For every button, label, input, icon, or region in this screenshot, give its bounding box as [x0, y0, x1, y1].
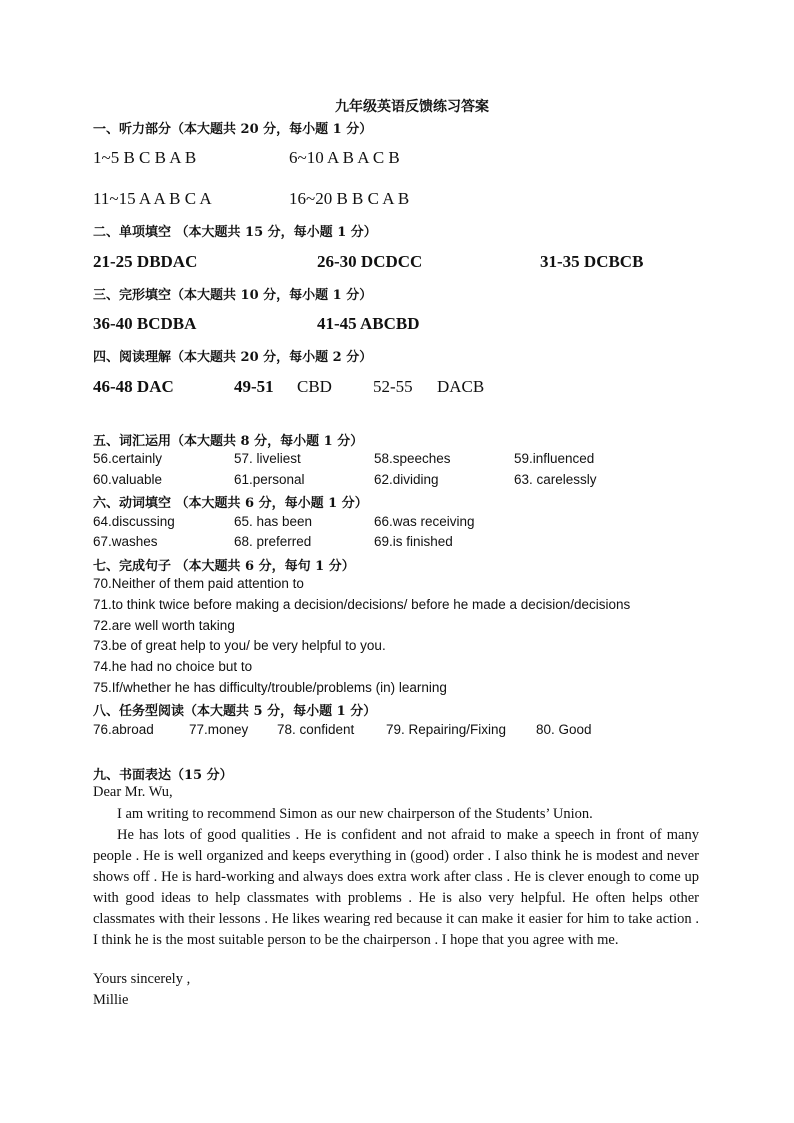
answer-line: 71.to think twice before making a decision/decisions/ before he made a decision/decisions [93, 597, 631, 612]
answer-item: 65. has been [234, 514, 313, 529]
answer-group: 16~20 B B C A B [289, 189, 410, 208]
answer-item: 59.influenced [514, 451, 595, 466]
letter-salutation: Dear Mr. Wu, [93, 784, 173, 800]
answer-item: 78. confident [277, 722, 355, 737]
answer-item: 60.valuable [93, 472, 163, 487]
answer-group: 6~10 A B A C B [289, 148, 400, 167]
section-heading-sentences: 七、完成句子 （本大题共 6 分，每句 1 分） [93, 559, 355, 574]
answer-item: 58.speeches [374, 451, 451, 466]
letter-paragraph: I am writing to recommend Simon as our new chairperson of the Students’ Union. [117, 806, 593, 822]
letter-signature: Millie [93, 992, 129, 1008]
section-heading-writing: 九、书面表达（15 分） [93, 768, 233, 783]
section-heading-single-choice: 二、单项填空 （本大题共 15 分，每小题 1 分） [93, 225, 377, 240]
answer-item: 67.washes [93, 534, 158, 549]
answer-item: 57. liveliest [234, 451, 301, 466]
answer-number: 49-51 [234, 377, 274, 396]
answer-line: 74.he had no choice but to [93, 659, 253, 674]
answer-item: 76.abroad [93, 722, 154, 737]
answer-group: 21-25 DBDAC [93, 252, 198, 271]
section-heading-task-reading: 八、任务型阅读（本大题共 5 分，每小题 1 分） [93, 704, 377, 719]
answer-item: 80. Good [536, 722, 592, 737]
answer-number: 52-55 [373, 377, 413, 396]
answer-group: 11~15 A A B C A [93, 189, 212, 208]
answer-item: 68. preferred [234, 534, 312, 549]
answer-group: 26-30 DCDCC [317, 252, 423, 271]
letter-closing: Yours sincerely , [93, 971, 191, 987]
page-title: 九年级英语反馈练习答案 [335, 99, 489, 115]
answer-item: 56.certainly [93, 451, 163, 466]
answer-item: 69.is finished [374, 534, 453, 549]
answer-group: CBD [297, 377, 332, 396]
answer-line: 72.are well worth taking [93, 618, 235, 633]
section-heading-cloze: 三、完形填空（本大题共 10 分，每小题 1 分） [93, 288, 373, 303]
answer-group: 31-35 DCBCB [540, 252, 644, 271]
answer-group: 36-40 BCDBA [93, 314, 197, 333]
answer-item: 64.discussing [93, 514, 175, 529]
section-heading-reading: 四、阅读理解（本大题共 20 分，每小题 2 分） [93, 350, 373, 365]
answer-line: 70.Neither of them paid attention to [93, 576, 304, 591]
answer-group: 1~5 B C B A B [93, 148, 197, 167]
answer-group: DACB [437, 377, 485, 396]
section-heading-verbs: 六、动词填空 （本大题共 6 分，每小题 1 分） [93, 496, 368, 511]
letter-paragraph: He has lots of good qualities . He is confident and not afraid to make a speech in front of many people . He is well organized and keeps everything in (good) order . I also think he is modest and never shows off . He is hard-working and always does extra work after class . He is clever enough to come up with good ideas to help classmates with problems . He is also very helpful. He often helps other classmates with their lessons . He likes wearing red because it can make it easier for him to take action . I think he is the most suitable person to be the chairperson . I hope that you agree with me. [93, 827, 699, 948]
answer-line: 73.be of great help to you/ be very helpful to you. [93, 638, 386, 653]
answer-group: 46-48 DAC [93, 377, 174, 396]
answer-item: 62.dividing [374, 472, 439, 487]
answer-item: 77.money [189, 722, 249, 737]
answer-line: 75.If/whether he has difficulty/trouble/problems (in) learning [93, 680, 447, 695]
answer-group: 41-45 ABCBD [317, 314, 420, 333]
answer-item: 63. carelessly [514, 472, 597, 487]
answer-item: 66.was receiving [374, 514, 475, 529]
answer-item: 79. Repairing/Fixing [386, 722, 507, 737]
answer-item: 61.personal [234, 472, 305, 487]
section-heading-vocabulary: 五、词汇运用（本大题共 8 分，每小题 1 分） [93, 434, 364, 449]
section-heading-listening: 一、听力部分（本大题共 20 分，每小题 1 分） [93, 122, 373, 137]
